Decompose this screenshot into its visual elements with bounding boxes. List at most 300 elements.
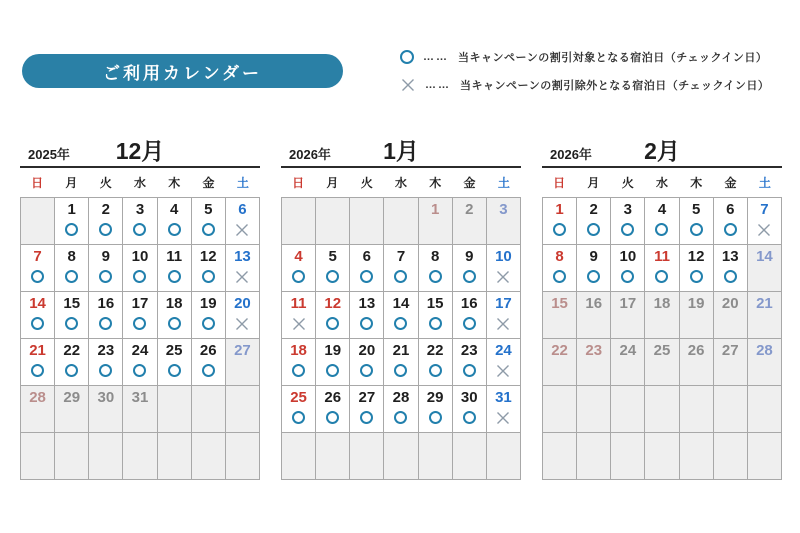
day-mark-box: [655, 220, 668, 239]
day-cell-empty: [226, 433, 260, 480]
day-cell-2025-12-3: [123, 198, 157, 245]
day-mark-box: [360, 267, 373, 286]
circle-mark-icon: [31, 317, 44, 330]
day-cell-2025-12-29: [55, 386, 89, 433]
weekday-header-4: 木: [429, 176, 442, 190]
day-cell-2025-12-8: [55, 245, 89, 292]
day-cell-2026-02-22: [543, 339, 577, 386]
day-cell-2026-01-12: [316, 292, 350, 339]
day-mark-box: [553, 220, 566, 239]
day-mark-box: [133, 314, 146, 333]
day-number: 7: [33, 248, 42, 265]
circle-mark-icon: [133, 317, 146, 330]
day-cell-2025-12-22: [55, 339, 89, 386]
legend-item-eligible: [400, 46, 769, 68]
day-number: 25: [290, 389, 307, 406]
day-cell-2025-12-9: [89, 245, 123, 292]
day-cell-empty: [158, 433, 192, 480]
day-mark-box: [360, 408, 373, 427]
day-mark-box: [202, 314, 215, 333]
circle-mark-icon: [292, 270, 305, 283]
calendar-year: 2025年: [28, 147, 70, 162]
circle-mark-icon: [99, 270, 112, 283]
day-cell-2026-02-2: [577, 198, 611, 245]
day-mark-box: [724, 267, 737, 286]
circle-mark-icon: [31, 270, 44, 283]
day-number: 16: [460, 295, 478, 312]
circle-mark-icon: [690, 223, 703, 236]
day-mark-box: [202, 220, 215, 239]
day-mark-box: [133, 267, 146, 286]
circle-mark-icon: [463, 411, 476, 424]
day-cell-2026-01-13: [350, 292, 384, 339]
day-mark-box: [690, 220, 703, 239]
day-cell-2025-12-16: [89, 292, 123, 339]
day-cell-empty: [350, 198, 384, 245]
cross-mark-icon: [495, 316, 511, 332]
day-cell-empty: [316, 433, 350, 480]
day-mark-box: [202, 267, 215, 286]
circle-mark-icon: [724, 270, 737, 283]
day-mark-box: [394, 314, 407, 333]
day-number: 10: [131, 248, 149, 265]
circle-mark-icon: [202, 364, 215, 377]
day-mark-box: [394, 408, 407, 427]
day-mark-box: [587, 220, 600, 239]
day-mark-box: [463, 314, 476, 333]
day-cell-2026-01-24: [487, 339, 521, 386]
day-number: 23: [585, 342, 603, 359]
day-mark-box: [99, 314, 112, 333]
day-cell-empty: [577, 433, 611, 480]
circle-mark-icon: [463, 317, 476, 330]
circle-mark-icon: [394, 364, 407, 377]
cross-mark-icon: [234, 316, 250, 332]
day-cell-2025-12-5: [192, 198, 226, 245]
day-mark-box: [168, 267, 181, 286]
day-number: 17: [495, 295, 512, 312]
circle-mark-icon: [168, 270, 181, 283]
day-cell-2025-12-15: [55, 292, 89, 339]
day-number: 20: [234, 295, 251, 312]
calendar-2026-02: [542, 136, 782, 480]
day-cell-2026-01-26: [316, 386, 350, 433]
day-number: 8: [67, 248, 76, 265]
day-cell-2026-02-3: [611, 198, 645, 245]
calendar-year: 2026年: [289, 147, 331, 162]
day-cell-2026-02-20: [714, 292, 748, 339]
day-cell-2025-12-11: [158, 245, 192, 292]
circle-mark-icon: [463, 270, 476, 283]
calendars: [20, 136, 782, 480]
day-number: 6: [362, 248, 372, 265]
day-mark-box: [394, 361, 407, 380]
day-cell-2026-01-1: [419, 198, 453, 245]
legend-dots: ……: [425, 78, 451, 91]
circle-mark-icon: [326, 411, 339, 424]
circle-mark-icon: [360, 411, 373, 424]
day-cell-empty: [487, 433, 521, 480]
weekday-header-0: 日: [292, 176, 305, 190]
day-mark-box: [292, 267, 305, 286]
day-cell-2026-01-6: [350, 245, 384, 292]
day-mark-box: [168, 314, 181, 333]
legend-label-eligible: 当キャンペーンの割引対象となる宿泊日（チェックイン日）: [458, 52, 768, 64]
day-cell-2026-01-23: [453, 339, 487, 386]
day-cell-2025-12-7: [21, 245, 55, 292]
day-mark-box: [495, 314, 511, 333]
circle-mark-icon: [99, 223, 112, 236]
day-mark-box: [234, 220, 250, 239]
day-number: 26: [324, 389, 342, 406]
day-cell-2026-01-25: [282, 386, 316, 433]
weekday-header-5: 金: [202, 176, 215, 190]
day-number: 16: [97, 295, 115, 312]
circle-mark-icon: [655, 270, 668, 283]
circle-mark-icon: [360, 270, 373, 283]
day-mark-box: [65, 220, 78, 239]
circle-mark-icon: [553, 270, 566, 283]
calendar-header: [20, 136, 260, 168]
day-number: 25: [653, 342, 671, 359]
day-number: 6: [726, 201, 735, 218]
day-mark-box: [65, 314, 78, 333]
day-cell-2026-02-8: [543, 245, 577, 292]
day-number: 28: [392, 389, 410, 406]
day-mark-box: [326, 314, 339, 333]
day-cell-2026-02-13: [714, 245, 748, 292]
cross-mark-icon: [495, 410, 511, 426]
day-number: 21: [756, 295, 773, 312]
day-mark-box: [292, 361, 305, 380]
day-mark-box: [429, 361, 442, 380]
day-cell-2025-12-6: [226, 198, 260, 245]
day-cell-2026-02-21: [748, 292, 782, 339]
cross-mark-icon: [495, 269, 511, 285]
day-cell-empty: [316, 198, 350, 245]
weekday-header-5: 金: [724, 176, 737, 190]
day-number: 29: [426, 389, 444, 406]
day-number: 19: [324, 342, 342, 359]
weekday-header-3: 水: [394, 176, 407, 190]
day-number: 19: [687, 295, 705, 312]
day-number: 9: [465, 248, 474, 265]
circle-mark-icon: [202, 223, 215, 236]
circle-mark-icon: [587, 270, 600, 283]
calendar-2026-01: [281, 136, 521, 480]
day-number: 11: [654, 248, 670, 265]
circle-mark-icon: [360, 364, 373, 377]
day-cell-2026-01-3: [487, 198, 521, 245]
day-mark-box: [429, 314, 442, 333]
day-number: 5: [204, 201, 213, 218]
day-cell-2026-02-4: [645, 198, 679, 245]
day-number: 30: [460, 389, 478, 406]
day-number: 26: [199, 342, 217, 359]
day-number: 21: [392, 342, 410, 359]
day-cell-2025-12-20: [226, 292, 260, 339]
weekday-header-row: [542, 168, 782, 197]
day-cell-empty: [714, 386, 748, 433]
day-cell-empty: [55, 433, 89, 480]
circle-mark-icon: [133, 270, 146, 283]
day-cell-empty: [350, 433, 384, 480]
day-cell-empty: [384, 198, 418, 245]
weekday-header-1: 月: [587, 176, 600, 190]
day-number: 15: [551, 295, 568, 312]
day-number: 2: [465, 201, 474, 218]
day-cell-2025-12-12: [192, 245, 226, 292]
weekday-header-6: 土: [758, 176, 771, 190]
day-mark-box: [495, 408, 511, 427]
day-cell-2025-12-17: [123, 292, 157, 339]
day-number: 13: [358, 295, 376, 312]
day-number: 18: [290, 342, 307, 359]
day-number: 13: [721, 248, 739, 265]
day-number: 23: [460, 342, 478, 359]
day-cell-2026-01-30: [453, 386, 487, 433]
day-cell-2026-01-15: [419, 292, 453, 339]
day-cell-2026-02-24: [611, 339, 645, 386]
day-cell-2025-12-26: [192, 339, 226, 386]
circle-mark-icon: [463, 364, 476, 377]
day-number: 13: [234, 248, 251, 265]
day-number: 3: [135, 201, 145, 218]
day-mark-box: [31, 267, 44, 286]
day-mark-box: [31, 361, 44, 380]
day-number: 16: [585, 295, 603, 312]
day-number: 17: [619, 295, 637, 312]
day-cell-2026-01-16: [453, 292, 487, 339]
circle-mark-icon: [133, 364, 146, 377]
circle-mark-icon: [65, 317, 78, 330]
day-cell-2026-02-6: [714, 198, 748, 245]
day-number: 8: [555, 248, 564, 265]
legend: [400, 46, 769, 102]
day-number: 27: [358, 389, 376, 406]
day-number: 15: [426, 295, 444, 312]
day-cell-empty: [748, 386, 782, 433]
circle-mark-icon: [429, 317, 442, 330]
weekday-header-3: 水: [655, 176, 668, 190]
day-cell-2025-12-2: [89, 198, 123, 245]
cross-mark-icon: [291, 316, 307, 332]
day-number: 12: [687, 248, 705, 265]
day-number: 3: [499, 201, 508, 218]
day-cell-2026-01-22: [419, 339, 453, 386]
day-cell-2026-01-29: [419, 386, 453, 433]
circle-mark-icon: [168, 223, 181, 236]
circle-mark-icon: [587, 223, 600, 236]
day-cell-2026-02-15: [543, 292, 577, 339]
day-mark-box: [65, 267, 78, 286]
day-cell-2025-12-14: [21, 292, 55, 339]
cross-mark-icon: [400, 77, 416, 93]
day-cell-empty: [226, 386, 260, 433]
day-mark-box: [326, 361, 339, 380]
day-cell-2026-02-28: [748, 339, 782, 386]
day-cell-2026-02-12: [680, 245, 714, 292]
day-number: 10: [619, 248, 637, 265]
day-cell-2025-12-23: [89, 339, 123, 386]
day-mark-box: [234, 267, 250, 286]
day-cell-empty: [282, 198, 316, 245]
day-cell-2025-12-31: [123, 386, 157, 433]
day-number: 14: [29, 295, 46, 312]
circle-mark-icon: [429, 411, 442, 424]
day-number: 27: [721, 342, 739, 359]
day-mark-box: [292, 408, 305, 427]
circle-mark-icon: [400, 50, 414, 64]
day-number: 10: [495, 248, 512, 265]
day-cell-2026-02-1: [543, 198, 577, 245]
day-cell-empty: [21, 198, 55, 245]
weekday-header-5: 金: [463, 176, 476, 190]
day-cell-empty: [577, 386, 611, 433]
day-cell-2025-12-1: [55, 198, 89, 245]
day-number: 2: [101, 201, 111, 218]
day-cell-2026-01-11: [282, 292, 316, 339]
day-cell-2026-02-17: [611, 292, 645, 339]
weekday-header-1: 月: [65, 176, 78, 190]
day-cell-empty: [158, 386, 192, 433]
day-cell-2026-02-27: [714, 339, 748, 386]
day-mark-box: [621, 220, 634, 239]
day-cell-2026-02-11: [645, 245, 679, 292]
day-mark-box: [429, 267, 442, 286]
day-cell-empty: [192, 433, 226, 480]
day-number: 20: [358, 342, 376, 359]
day-cell-empty: [714, 433, 748, 480]
circle-mark-icon: [621, 223, 634, 236]
day-cell-empty: [123, 433, 157, 480]
circle-mark-icon: [690, 270, 703, 283]
day-number: 15: [63, 295, 81, 312]
day-cell-2026-02-16: [577, 292, 611, 339]
day-cell-2026-01-2: [453, 198, 487, 245]
day-mark-box: [463, 408, 476, 427]
day-cell-2026-02-10: [611, 245, 645, 292]
day-number: 24: [495, 342, 512, 359]
day-number: 11: [166, 248, 183, 265]
day-mark-box: [463, 361, 476, 380]
calendar-grid: [281, 197, 521, 480]
day-number: 24: [131, 342, 149, 359]
day-mark-box: [655, 267, 668, 286]
legend-item-excluded: [400, 74, 769, 96]
day-cell-2026-01-9: [453, 245, 487, 292]
weekday-header-0: 日: [553, 176, 566, 190]
circle-mark-icon: [394, 411, 407, 424]
calendar-grid: [20, 197, 260, 480]
day-cell-empty: [611, 433, 645, 480]
day-cell-empty: [282, 433, 316, 480]
day-cell-2026-01-27: [350, 386, 384, 433]
day-cell-2025-12-4: [158, 198, 192, 245]
cross-mark-icon: [234, 269, 250, 285]
cross-mark-icon: [495, 363, 511, 379]
day-number: 8: [430, 248, 440, 265]
day-cell-empty: [543, 433, 577, 480]
legend-dots: ……: [423, 50, 449, 63]
day-cell-2026-02-25: [645, 339, 679, 386]
day-mark-box: [326, 267, 339, 286]
circle-mark-icon: [429, 270, 442, 283]
calendar-header: [542, 136, 782, 168]
day-number: 17: [131, 295, 149, 312]
day-number: 14: [392, 295, 410, 312]
day-number: 12: [324, 295, 342, 312]
day-number: 14: [756, 248, 773, 265]
day-number: 6: [238, 201, 247, 218]
day-number: 4: [169, 201, 179, 218]
day-cell-2026-02-18: [645, 292, 679, 339]
circle-mark-icon: [394, 270, 407, 283]
day-number: 22: [63, 342, 81, 359]
circle-mark-icon: [429, 364, 442, 377]
weekday-header-2: 火: [360, 176, 373, 190]
day-number: 7: [396, 248, 406, 265]
day-mark-box: [724, 220, 737, 239]
weekday-header-6: 土: [236, 176, 249, 190]
circle-mark-icon: [168, 364, 181, 377]
day-number: 26: [687, 342, 705, 359]
day-cell-empty: [645, 433, 679, 480]
day-mark-box: [553, 267, 566, 286]
day-number: 12: [199, 248, 217, 265]
weekday-header-4: 木: [168, 176, 181, 190]
day-number: 28: [756, 342, 773, 359]
day-cell-empty: [419, 433, 453, 480]
day-number: 1: [430, 201, 440, 218]
calendar-month: 1月: [383, 138, 419, 164]
circle-mark-icon: [360, 317, 373, 330]
day-cell-empty: [453, 433, 487, 480]
day-cell-empty: [89, 433, 123, 480]
day-cell-2026-01-18: [282, 339, 316, 386]
day-mark-box: [133, 361, 146, 380]
day-mark-box: [168, 361, 181, 380]
day-number: 19: [199, 295, 217, 312]
day-mark-box: [463, 267, 476, 286]
circle-mark-icon: [31, 364, 44, 377]
cross-mark-icon: [234, 222, 250, 238]
day-cell-2025-12-21: [21, 339, 55, 386]
day-mark-box: [291, 314, 307, 333]
day-number: 18: [165, 295, 183, 312]
day-cell-2026-01-28: [384, 386, 418, 433]
day-number: 4: [657, 201, 667, 218]
day-number: 1: [555, 201, 564, 218]
day-number: 3: [623, 201, 633, 218]
circle-mark-icon: [168, 317, 181, 330]
day-cell-2025-12-18: [158, 292, 192, 339]
weekday-header-0: 日: [31, 176, 44, 190]
day-mark-box: [495, 361, 511, 380]
day-number: 27: [234, 342, 251, 359]
circle-mark-icon: [65, 364, 78, 377]
circle-mark-icon: [724, 223, 737, 236]
day-mark-box: [99, 361, 112, 380]
day-number: 30: [97, 389, 115, 406]
calendar-header: [281, 136, 521, 168]
day-cell-2026-01-4: [282, 245, 316, 292]
circle-mark-icon: [326, 270, 339, 283]
day-cell-2026-01-19: [316, 339, 350, 386]
day-number: 1: [67, 201, 76, 218]
day-mark-box: [360, 314, 373, 333]
day-cell-2025-12-13: [226, 245, 260, 292]
